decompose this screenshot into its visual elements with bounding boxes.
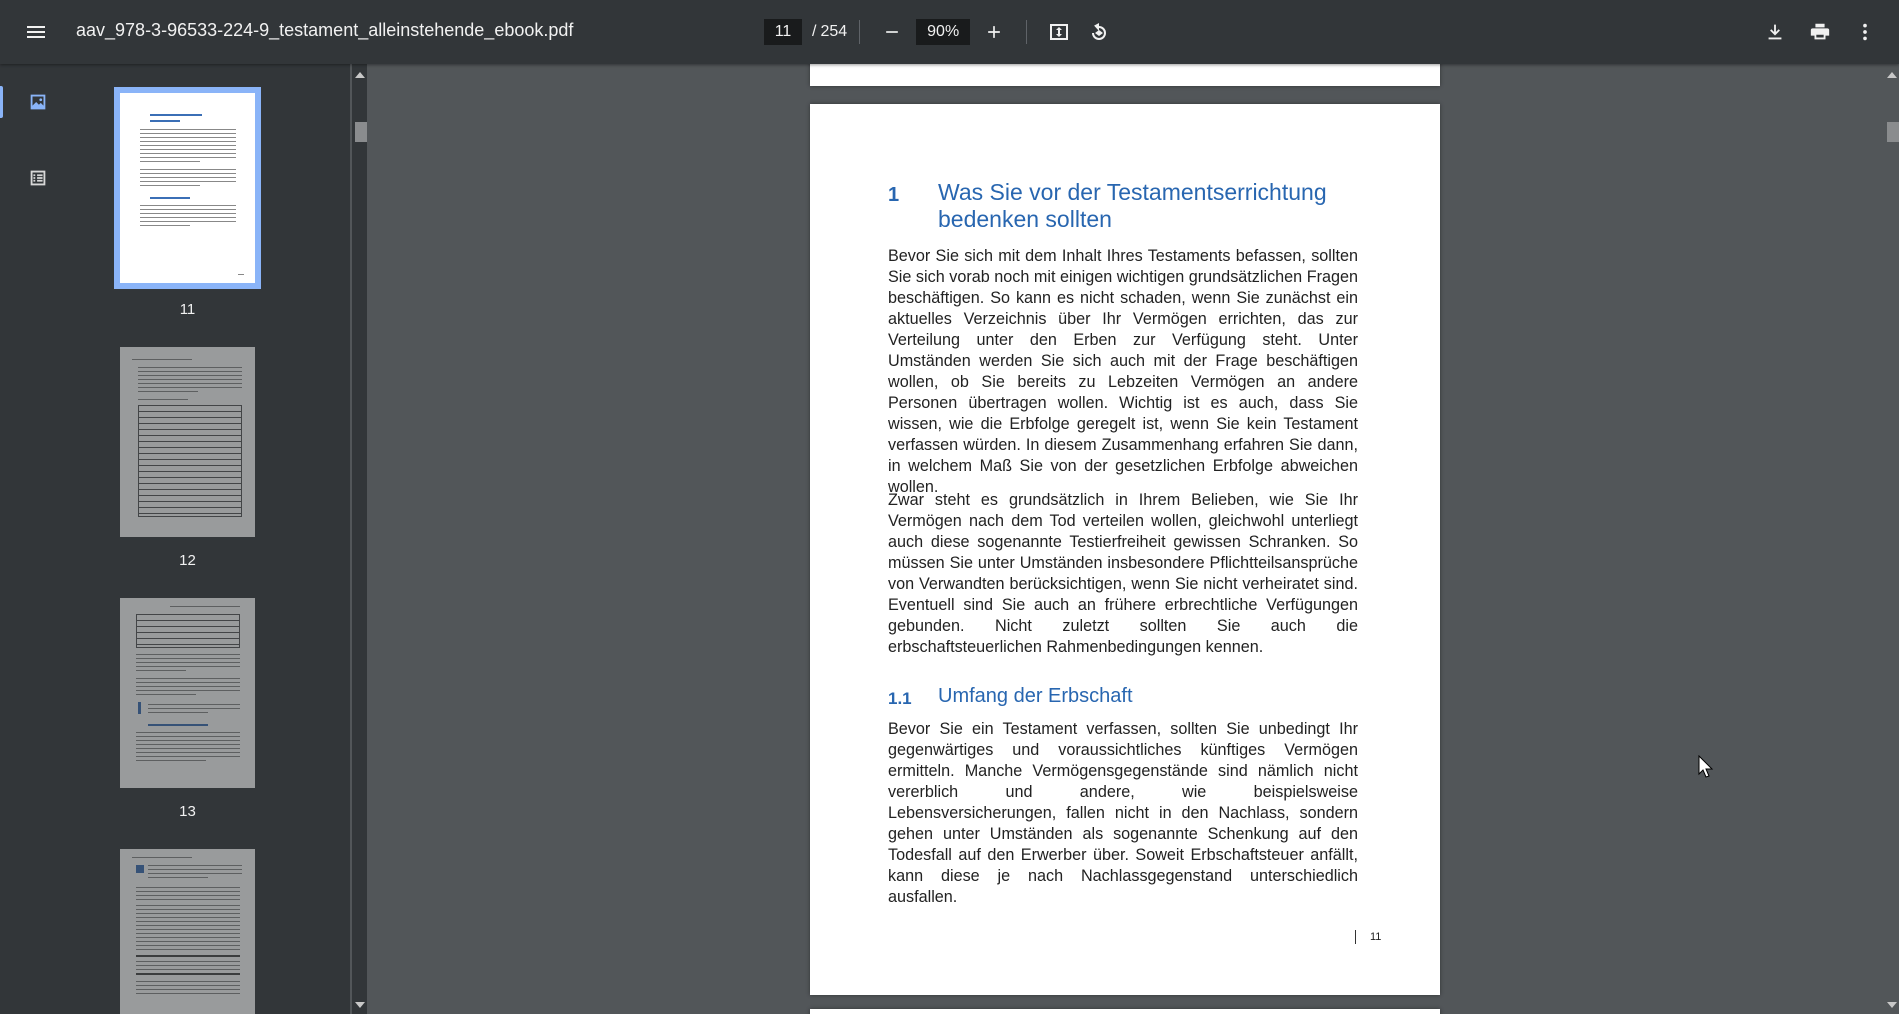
thumbnail-label: 12 xyxy=(179,552,196,569)
next-page-edge xyxy=(810,1009,1440,1014)
print-button[interactable] xyxy=(1800,12,1840,52)
more-options-button[interactable] xyxy=(1845,12,1885,52)
section-number: 1.1 xyxy=(888,689,912,708)
download-icon xyxy=(1764,21,1786,43)
download-button[interactable] xyxy=(1755,12,1795,52)
thumbnail-list xyxy=(76,64,350,1014)
chapter-number: 1 xyxy=(888,184,900,206)
paragraph: Bevor Sie ein Testament verfassen, sollten Sie unbedingt Ihr gegenwärtiges und voraussichtliches künftiges Vermögen ermitteln. Manche Vermögensgegenstände sind nämlich nicht vererblich und andere, wie beispielsweise Lebensversicherungen, fallen nicht in den Nachlass, sondern gehen unter Umständen als sogenannte Schenkung auf den Todesfall auf den Erwerber über. Soweit Erbschaftsteuer anfällt, kann diese je nach Nachlassgegenstand unterschiedlich ausfallen. xyxy=(888,720,1358,906)
mouse-cursor-icon xyxy=(1698,755,1714,779)
zoom-in-button[interactable] xyxy=(974,12,1014,52)
zoom-in-icon xyxy=(984,22,1004,42)
document-title: aav_978-3-96533-224-9_testament_alleinstehende_ebook.pdf xyxy=(76,20,574,40)
toolbar-divider xyxy=(1026,20,1027,44)
zoom-out-button[interactable] xyxy=(872,12,912,52)
pdf-page xyxy=(810,104,1440,995)
list-icon xyxy=(27,167,49,189)
rotate-icon xyxy=(1087,20,1111,44)
scrollbar-thumb[interactable] xyxy=(1887,122,1899,142)
footer-rule xyxy=(1355,930,1356,944)
scroll-down-arrow[interactable] xyxy=(1887,1002,1897,1008)
thumbnail-page[interactable] xyxy=(120,93,255,283)
tab-outline[interactable] xyxy=(18,158,58,198)
thumbnail-page[interactable] xyxy=(120,849,255,1014)
document-viewer xyxy=(370,64,1884,1014)
thumbnail-sidebar xyxy=(0,64,350,1014)
page-total: 254 xyxy=(820,23,848,40)
scroll-up-arrow[interactable] xyxy=(1887,72,1897,78)
thumbnail-label: 13 xyxy=(179,803,196,820)
thumbnail-label: 11 xyxy=(179,301,196,318)
chapter-title: Was Sie vor der Testamentserrichtung bedenken sollten xyxy=(938,179,1327,232)
paragraph: Zwar steht es grundsätzlich in Ihrem Belieben, wie Sie Ihr Vermögen nach dem Tod verteilen wollen, gleichwohl unterliegt auch diese sogenannte Testierfreiheit gewissen Schranken. So müssen Sie unter Umständen insbesondere Pflichtteilsansprüche von Verwandten berücksichtigen, wenn Sie nicht verheiratet sind. Eventuell sind Sie auch an frühere erbrechtliche Verfügungen gebunden. Nicht zuletzt sollten Sie auch die erbschaftsteuerlichen Rahmenbedingungen kennen. xyxy=(888,491,1358,656)
rotate-button[interactable] xyxy=(1079,12,1119,52)
page-number-input[interactable]: 11 xyxy=(764,19,802,45)
document-scrollbar[interactable] xyxy=(1884,64,1899,1014)
toolbar-divider xyxy=(859,20,860,44)
tab-thumbnails[interactable] xyxy=(18,82,58,122)
menu-icon xyxy=(24,20,48,44)
sidebar-tabs xyxy=(0,64,76,1014)
page-footer-number: 11 xyxy=(1370,931,1382,943)
zoom-level-input[interactable]: 90% xyxy=(916,19,970,45)
scrollbar-thumb[interactable] xyxy=(355,122,367,142)
section-title: Umfang der Erbschaft xyxy=(938,685,1133,707)
menu-button[interactable] xyxy=(16,12,56,52)
print-icon xyxy=(1809,21,1831,43)
fit-page-button[interactable] xyxy=(1039,12,1079,52)
toolbar-actions xyxy=(1755,12,1885,52)
pdf-toolbar xyxy=(0,0,1899,64)
fit-page-icon xyxy=(1047,20,1071,44)
image-icon xyxy=(27,91,49,113)
thumbnail-page[interactable] xyxy=(120,598,255,788)
zoom-out-icon xyxy=(882,22,902,42)
thumbnail-page[interactable] xyxy=(120,347,255,537)
page-separator: / xyxy=(812,23,817,40)
thumbnail-scrollbar[interactable] xyxy=(352,64,367,1014)
scroll-up-arrow[interactable] xyxy=(355,72,365,78)
scroll-down-arrow[interactable] xyxy=(355,1002,365,1008)
more-vert-icon xyxy=(1854,21,1876,43)
paragraph: Bevor Sie sich mit dem Inhalt Ihres Testaments befassen, sollten Sie sich vorab noch mit einigen wichtigen grundsätzlichen Fragen beschäftigen. So kann es nicht schaden, wenn Sie zunächst ein aktuelles Verzeichnis über Ihr Vermögen errichten, das zur Verteilung unter den Erben zur Verfügung steht. Unter Umständen werden Sie sich auch mit der Frage beschäftigen wollen, ob Sie bereits zu Lebzeiten Vermögen an andere Personen übertragen wollen. Wichtig ist es auch, dass Sie wissen, wie die Erbfolge geregelt ist, wenn Sie kein Testament verfassen würden. In diesem Zusammenhang erfahren Sie dann, in welchem Maß Sie von der gesetzlichen Erbfolge abweichen wollen. xyxy=(888,247,1358,496)
page-controls xyxy=(764,12,1119,52)
